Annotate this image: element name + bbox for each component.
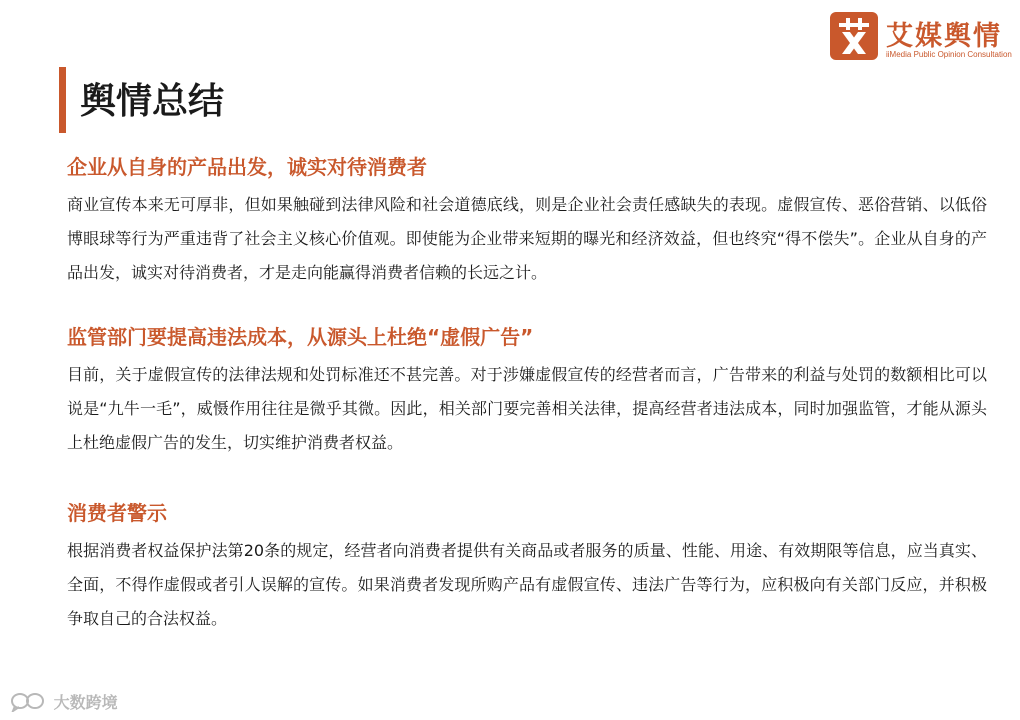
section-body: 目前，关于虚假宣传的法律法规和处罚标准还不甚完善。对于涉嫌虚假宣传的经营者而言，广告带来的利益与处罚的数额相比可以说是“九牛一毛”，威慑作用往往是微乎其微。因此，相关部门要完善相关法律，提高经营者违法成本，同时加强监管，才能从源头上杜绝虚假广告的发生，切实维护消费者权益。 (67, 365, 987, 452)
summary-section (67, 154, 987, 290)
watermark (10, 690, 118, 712)
logo-mark-icon (830, 12, 878, 60)
brand-logo (830, 12, 1012, 68)
section-heading: 企业从自身的产品出发，诚实对待消费者 (67, 155, 427, 179)
page-title: 舆情总结 (80, 81, 225, 122)
brand-name-cn: 艾媒舆情 (886, 21, 1002, 52)
title-accent-bar (59, 67, 66, 133)
brand-name-en: iiMedia Public Opinion Consultation (886, 50, 1012, 59)
chat-bubble-icon (10, 692, 46, 712)
watermark-text: 大数跨境 (53, 693, 118, 712)
section-heading: 消费者警示 (67, 501, 167, 525)
summary-section (67, 324, 987, 460)
section-heading: 监管部门要提高违法成本，从源头上杜绝“虚假广告” (67, 325, 534, 349)
summary-section (67, 500, 987, 636)
section-body: 根据消费者权益保护法第20条的规定，经营者向消费者提供有关商品或者服务的质量、性能、用途、有效期限等信息，应当真实、全面，不得作虚假或者引人误解的宣传。如果消费者发现所购产品有虚假宣传、违法广告等行为，应积极向有关部门反应，并积极争取自己的合法权益。 (67, 541, 987, 628)
section-body: 商业宣传本来无可厚非，但如果触碰到法律风险和社会道德底线，则是企业社会责任感缺失的表现。虚假宣传、恶俗营销、以低俗博眼球等行为严重违背了社会主义核心价值观。即使能为企业带来短期的曝光和经济效益，但也终究“得不偿失”。企业从自身的产品出发，诚实对待消费者，才是走向能赢得消费者信赖的长远之计。 (67, 195, 987, 282)
